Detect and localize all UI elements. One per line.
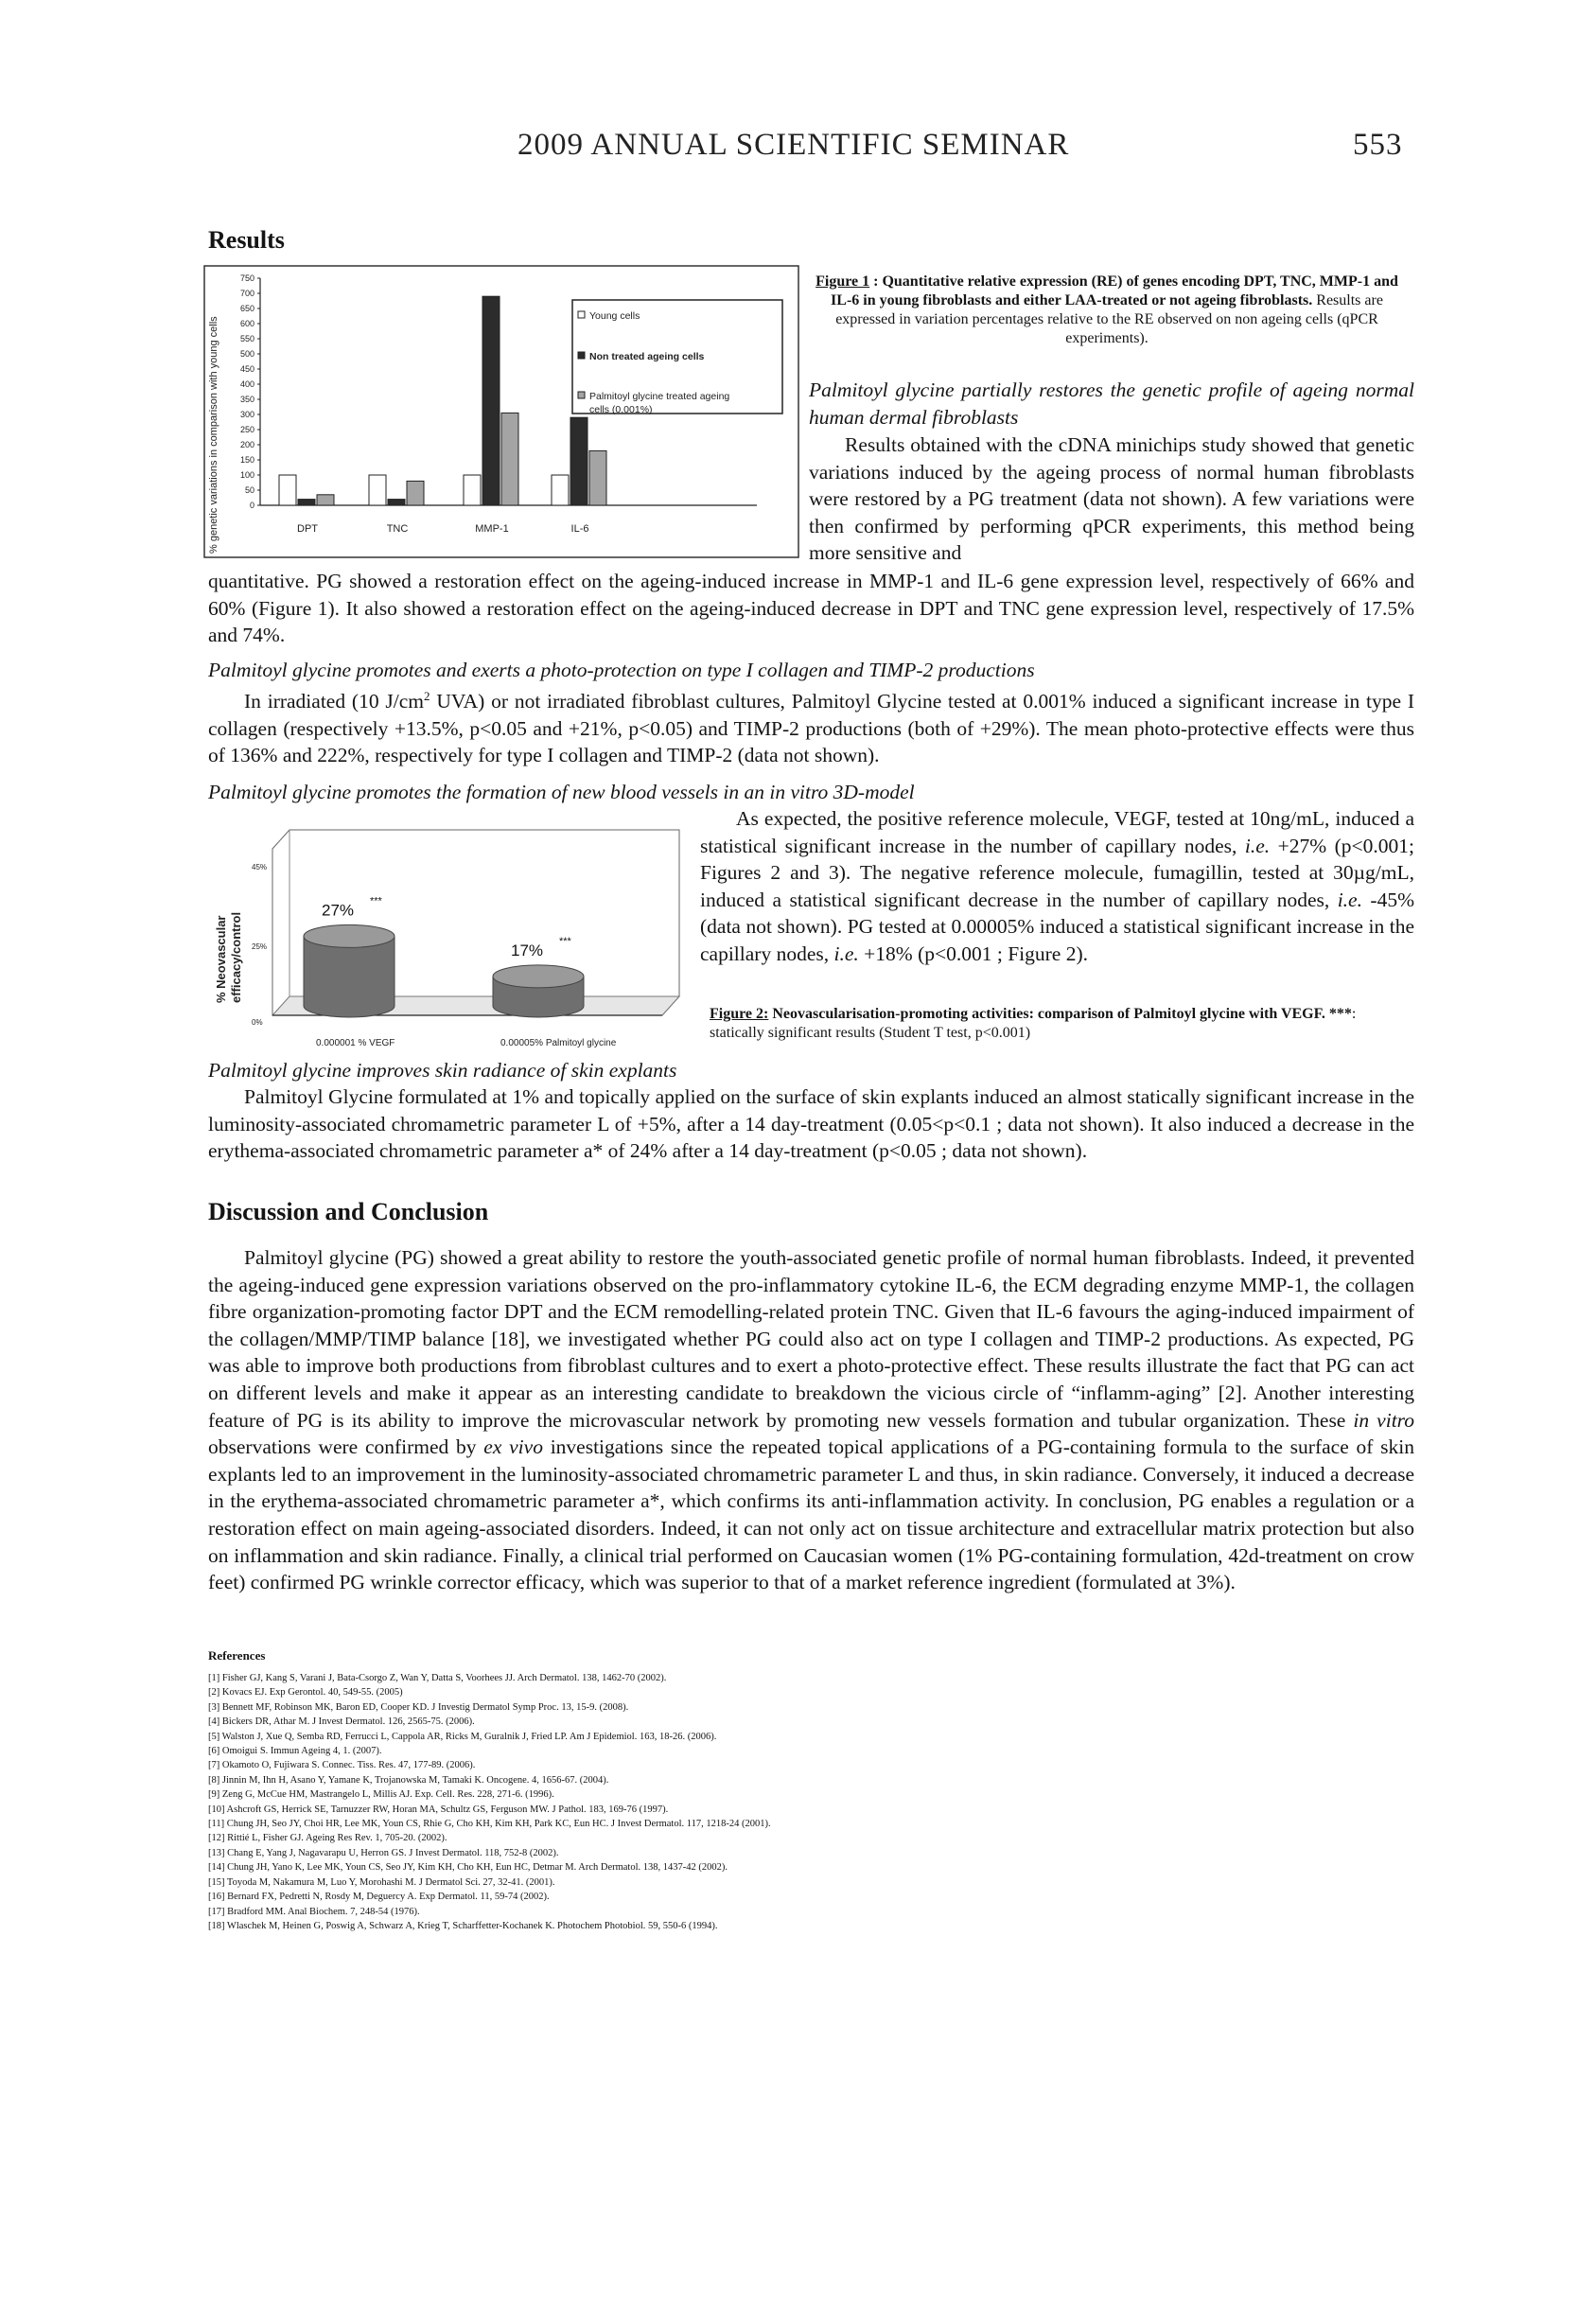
figure1-ytick: 400 — [239, 379, 254, 389]
reference-item: [2] Kovacs EJ. Exp Gerontol. 40, 549-55. (2005) — [208, 1687, 403, 1699]
legend-pg-line2: cells (0.001%) — [589, 404, 653, 415]
reference-item: [10] Ashcroft GS, Herrick SE, Tarnuzzer RW, Horan MA, Schultz GS, Ferguson MW. J Pathol. 183, 169-76 (1997). — [208, 1804, 669, 1815]
figure2-ytick-45: 45% — [252, 863, 268, 871]
figure1-bar-mmp1-1 — [482, 296, 500, 505]
figure1-ytick: 700 — [239, 289, 254, 298]
figure1-ytick: 500 — [239, 349, 254, 359]
results-heading: Results — [208, 226, 285, 254]
page-number: 553 — [1353, 128, 1403, 162]
discussion-heading: Discussion and Conclusion — [208, 1198, 489, 1225]
figure1-ytick: 350 — [239, 395, 254, 404]
figure1-chart — [203, 265, 799, 558]
legend-swatch-nonaging — [578, 352, 585, 359]
figure1-bar-dpt-2 — [317, 495, 334, 505]
running-header-title: 2009 ANNUAL SCIENTIFIC SEMINAR — [517, 128, 1070, 162]
para2-subheading: Palmitoyl glycine promotes and exerts a photo-protection on type I collagen and TIMP-2 productions — [208, 659, 1035, 681]
figure1-ytick: 450 — [239, 364, 254, 374]
figure1-xlabel: MMP-1 — [475, 523, 509, 535]
figure1-caption — [809, 273, 1405, 348]
para3-subheading: Palmitoyl glycine promotes the formation of new blood vessels in an in vitro 3D-model — [208, 781, 915, 803]
figure1-ytick: 100 — [239, 470, 254, 480]
figure1-bar-dpt-0 — [279, 475, 296, 505]
figure1-ytick: 750 — [239, 273, 254, 283]
figure2-data-label-1: 17% — [510, 941, 544, 959]
reference-item: [3] Bennett MF, Robinson MK, Baron ED, Cooper KD. J Investig Dermatol Symp Proc. 13, 15-9. (2008). — [208, 1701, 629, 1713]
para3-body-a1: As expected, the positive reference molecule, VEGF, tested at 10ng/mL, induced a statistical significant increase in the number of capillary nodes, — [700, 807, 1414, 857]
figure1-ytick: 550 — [239, 334, 254, 343]
figure1-xlabel: DPT — [297, 523, 318, 535]
figure2-ytick-25: 25% — [252, 942, 268, 951]
figure1-ytick: 250 — [239, 425, 254, 434]
legend-pg-line1: Palmitoyl glycine treated ageing — [589, 391, 730, 402]
discussion-body-2: observations were confirmed by — [208, 1435, 484, 1459]
figure1-bars — [279, 296, 606, 505]
figure1-bar-il6-2 — [589, 450, 606, 505]
discussion-in-vitro: in vitro — [1353, 1408, 1414, 1432]
figure1-bar-il6-1 — [570, 417, 588, 505]
reference-item: [9] Zeng G, McCue HM, Mastrangelo L, Millis AJ. Exp. Cell. Res. 228, 271-6. (1996). — [208, 1789, 554, 1801]
figure1-bar-tnc-1 — [388, 500, 405, 505]
figure1-ytick: 150 — [239, 455, 254, 465]
para1-body-full: quantitative. PG showed a restoration effect on the ageing-induced increase in MMP-1 and IL-6 gene expression level, respectively of 66% and 60% (Figure 1). It also showed a restoration effect on the ageing-induced decrease in DPT and TNC gene expression level, respectively of 17.5% and 74%. — [208, 570, 1414, 647]
reference-item: [15] Toyoda M, Nakamura M, Luo Y, Morohashi M. J Dermatol Sci. 27, 32-41. (2001). — [208, 1876, 555, 1888]
figure1-ytick: 0 — [249, 501, 254, 510]
figure2-bar-top-0 — [304, 924, 395, 947]
discussion-ex-vivo: ex vivo — [483, 1435, 543, 1459]
reference-item: [5] Walston J, Xue Q, Semba RD, Ferrucci L, Cappola AR, Ricks M, Guralnik J, Fried LP. Am J Epidemiol. 163, 18-26. (2006). — [208, 1731, 717, 1742]
figure1-bar-tnc-2 — [407, 481, 424, 505]
figure2-data-label-0: 27% — [321, 901, 355, 920]
para3-body — [700, 805, 1414, 968]
figure1-bar-dpt-1 — [298, 500, 315, 505]
figure1-xlabel: IL-6 — [570, 523, 589, 535]
reference-item: [8] Jinnin M, Ihn H, Asano Y, Yamane K, Trojanowska M, Tamaki K. Oncogene. 4, 1656-67. (2004). — [208, 1774, 609, 1786]
figure1-bar-il6-0 — [552, 475, 569, 505]
figure2-caption — [710, 1005, 1414, 1043]
figure1-caption-bold: : Quantitative relative expression (RE) of genes encoding DPT, TNC, MMP-1 and IL-6 in young fibroblasts and either LAA-treated or not ageing fibroblasts. — [831, 273, 1398, 308]
para1-body-wrap: Results obtained with the cDNA minichips study showed that genetic variations induced by the ageing process of normal human fibroblasts were restored by a PG treatment (data not shown). A few variations were then confirmed by performing qPCR experiments, this method being more sensitive and — [809, 433, 1414, 565]
references-list — [208, 1671, 1414, 1933]
para2-body-post: UVA) or not irradiated fibroblast cultures, Palmitoyl Glycine tested at 0.001% induced a significant increase in type I collagen (respectively +13.5%, p<0.05 and +21%, p<0.05) and TIMP-2 productions (both of +29%). The mean photo-protective effects were thus of 136% and 222%, respectively for type I collagen and TIMP-2 (data not shown). — [208, 690, 1415, 767]
figure2-ytick-0: 0% — [252, 1018, 263, 1027]
figure2-caption-label: Figure 2: — [710, 1006, 769, 1022]
figure2-bar-0 — [304, 936, 395, 1017]
figure1-ylabel: % genetic variations in comparison with young cells — [208, 316, 219, 554]
figure1-caption-rest: Results are expressed in variation percentages relative to the RE observed on non ageing cells (qPCR experiments). — [835, 292, 1383, 346]
legend-swatch-pg — [578, 392, 585, 398]
reference-item: [6] Omoigui S. Immun Ageing 4, 1. (2007). — [208, 1746, 382, 1757]
legend-young: Young cells — [589, 310, 640, 322]
figure1-bar-mmp1-2 — [501, 413, 518, 505]
figure2-bar-top-1 — [493, 965, 584, 988]
para3-body-a2: +27% (p<0.001; Figures 2 and 3). The negative reference molecule, fumagillin, tested at 30µg/mL, induced a statistical significant decrease in the number of capillary nodes, — [700, 834, 1415, 911]
para3-body-a3: -45% (data not shown). PG tested at 0.00005% induced a statistical significant increase in the capillary nodes, — [700, 888, 1414, 965]
figure1-ytick: 600 — [239, 319, 254, 328]
reference-item: [7] Okamoto O, Fujiwara S. Connec. Tiss. Res. 47, 177-89. (2006). — [208, 1760, 476, 1771]
reference-item: [18] Wlaschek M, Heinen G, Poswig A, Schwarz A, Krieg T, Scharffetter-Kochanek K. Photochem Photobiol. 59, 550-6 (1994). — [208, 1920, 718, 1931]
figure2-ylabel-2: efficacy/control — [229, 911, 243, 1003]
figure1-y-axis — [240, 273, 260, 510]
discussion-body — [208, 1244, 1414, 1596]
figure1-bar-mmp1-0 — [464, 475, 481, 505]
reference-item: [1] Fisher GJ, Kang S, Varani J, Bata-Csorgo Z, Wan Y, Datta S, Voorhees JJ. Arch Dermatol. 138, 1462-70 (2002). — [208, 1673, 667, 1683]
figure2-chart — [206, 819, 689, 1050]
para3-ie-1: i.e. — [1244, 834, 1271, 857]
figure2-caption-rest: : statically significant results (Student T test, p<0.001) — [710, 1006, 1357, 1041]
discussion-body-1: Palmitoyl glycine (PG) showed a great ability to restore the youth-associated genetic profile of normal human fibroblasts. Indeed, it prevented the ageing-induced gene expression variations observed on the pro-inflammatory cytokine IL-6, the ECM degrading enzyme MMP-1, the collagen fibre organization-promoting factor DPT and the ECM remodelling-related protein TNC. Given that IL-6 favours the aging-induced impairment of the collagen/MMP/TIMP balance [18], we investigated whether PG could also act on type I collagen and TIMP-2 productions. As expected, PG was able to improve both productions from fibroblast cultures and to exert a photo-protective effect. These results illustrate the fact that PG can act on different levels and make it appear as an interesting candidate to breakdown the vicious circle of “inflamm-aging” [2]. Another interesting feature of PG is its ability to improve the microvascular network by promoting new vessels formation and tubular organization. These — [208, 1246, 1414, 1432]
para4-subheading: Palmitoyl glycine improves skin radiance of skin explants — [208, 1059, 677, 1082]
figure2-xlabel-1: 0.00005% Palmitoyl glycine — [500, 1038, 617, 1048]
figure2-significance-0: *** — [370, 895, 382, 907]
para3-ie-3: i.e. — [833, 942, 859, 965]
references-heading: References — [208, 1648, 266, 1663]
figure1-ytick: 50 — [244, 485, 254, 495]
para2-body-sup: 2 — [424, 689, 430, 703]
para3-ie-2: i.e. — [1337, 888, 1362, 911]
figure1-x-labels — [297, 523, 588, 535]
reference-item: [11] Chung JH, Seo JY, Choi HR, Lee MK, Youn CS, Rhie G, Cho KH, Kim KH, Park KC, Eun HC. J Invest Dermatol. 117, 1218-24 (2001). — [208, 1819, 771, 1830]
reference-item: [4] Bickers DR, Athar M. J Invest Dermatol. 126, 2565-75. (2006). — [208, 1716, 475, 1728]
figure1-caption-label: Figure 1 — [816, 273, 870, 290]
figure1-xlabel: TNC — [386, 523, 409, 535]
reference-item: [17] Bradford MM. Anal Biochem. 7, 248-54 (1976). — [208, 1906, 420, 1917]
para2-body-pre: In irradiated (10 J/cm — [244, 690, 424, 713]
figure1-ytick: 300 — [239, 410, 254, 419]
discussion-body-3: investigations since the repeated topical applications of a PG-containing formula to the surface of skin explants led to an improvement in the luminosity-associated chromametric parameter L and thus, in skin radiance. Conversely, it induced a decrease in the erythema-associated chromametric parameter a*, which confirms its anti-inflammation activity. In conclusion, PG enables a regulation or a restoration effect on main ageing-associated disorders. Indeed, it can not only act on tissue architecture and extracellular matrix protection but also on inflammation and skin radiance. Finally, a clinical trial performed on Caucasian women (1% PG-containing formulation, 42d-treatment on crow feet) confirmed PG wrinkle corrector efficacy, which was superior to that of a market reference ingredient (formulated at 3%). — [208, 1435, 1414, 1594]
reference-item: [14] Chung JH, Yano K, Lee MK, Youn CS, Seo JY, Kim KH, Cho KH, Eun HC, Detmar M. Arch Dermatol. 138, 1437-42 (2002). — [208, 1862, 728, 1874]
reference-item: [13] Chang E, Yang J, Nagavarapu U, Herron GS. J Invest Dermatol. 118, 752-8 (2002). — [208, 1847, 559, 1858]
para3-body-a4: +18% (p<0.001 ; Figure 2). — [858, 942, 1088, 965]
legend-swatch-young — [578, 311, 585, 318]
para1-subheading: Palmitoyl glycine partially restores the genetic profile of ageing normal human dermal fibroblasts — [809, 378, 1414, 429]
figure2-ylabel-1: % Neovascular — [214, 915, 228, 1003]
para2-body — [208, 683, 1414, 769]
reference-item: [12] Rittié L, Fisher GJ. Ageing Res Rev. 1, 705-20. (2002). — [208, 1833, 447, 1844]
figure2-xlabel-0: 0.000001 % VEGF — [316, 1038, 395, 1048]
reference-item: [16] Bernard FX, Pedretti N, Rosdy M, Deguercy A. Exp Dermatol. 11, 59-74 (2002). — [208, 1892, 550, 1903]
para4-body: Palmitoyl Glycine formulated at 1% and topically applied on the surface of skin explants induced an almost statically significant increase in the luminosity-associated chromametric parameter L of +5%, after a 14 day-treatment (0.05<p<0.1 ; data not shown). It also induced a decrease in the erythema-associated chromametric parameter a* of 24% after a 14 day-treatment (p<0.05 ; data not shown). — [208, 1085, 1414, 1163]
figure2-significance-1: *** — [559, 935, 571, 947]
figure1-ytick: 200 — [239, 440, 254, 449]
legend-nonaging: Non treated ageing cells — [589, 351, 705, 362]
figure2-caption-bold: Neovascularisation-promoting activities: comparison of Palmitoyl glycine with VEGF. *** — [768, 1006, 1352, 1022]
figure1-bar-tnc-0 — [369, 475, 386, 505]
figure1-ytick: 650 — [239, 304, 254, 313]
